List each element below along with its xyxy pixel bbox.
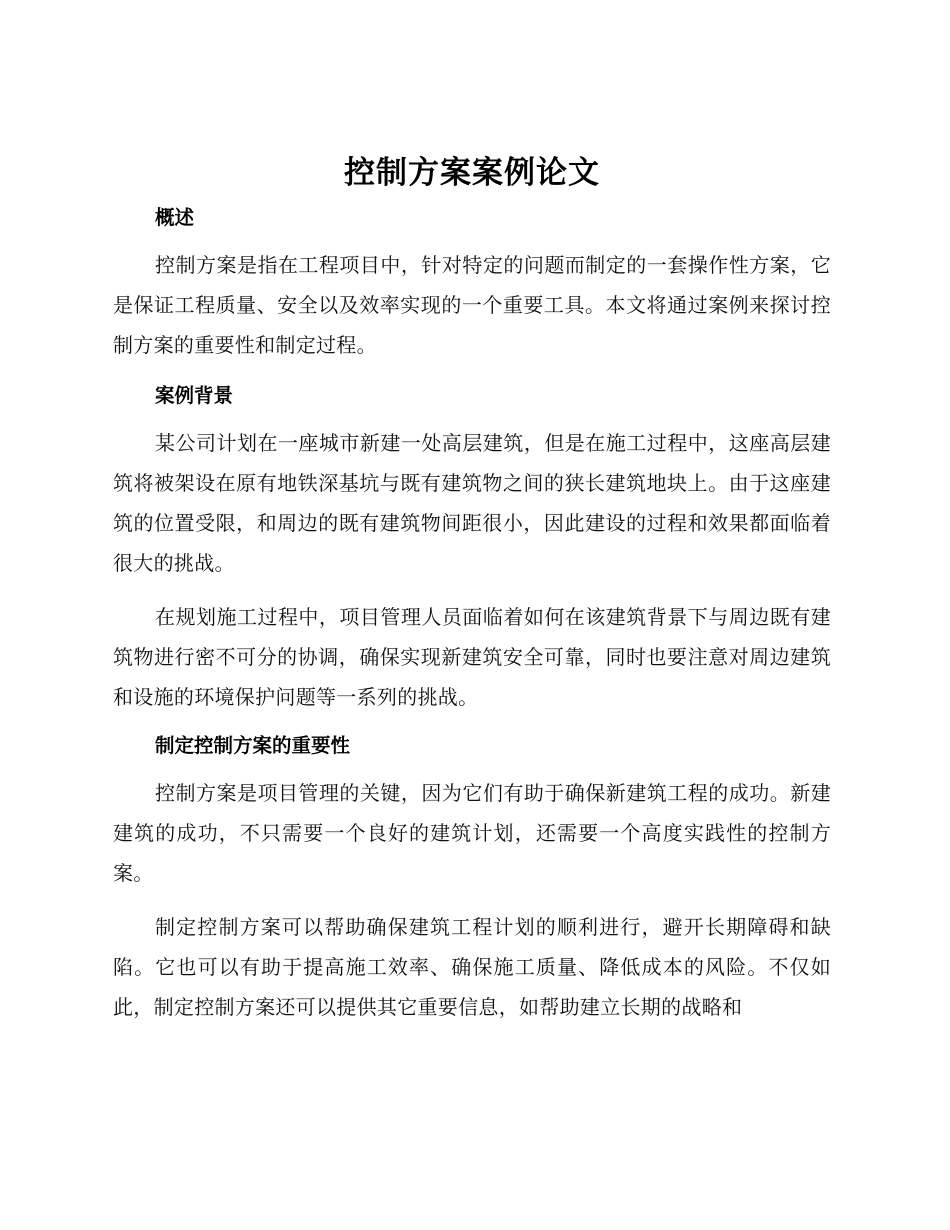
paragraph-importance-1: 控制方案是项目管理的关键，因为它们有助于确保新建筑工程的成功。新建建筑的成功，不只需要一个良好的建筑计划，还需要一个高度实践性的控制方案。 — [113, 781, 831, 885]
section-heading-importance: 制定控制方案的重要性 — [155, 734, 351, 757]
paragraph-overview: 控制方案是指在工程项目中，针对特定的问题而制定的一套操作性方案，它是保证工程质量、安全以及效率实现的一个重要工具。本文将通过案例来探讨控制方案的重要性和制定过程。 — [113, 253, 831, 357]
section-heading-background: 案例背景 — [155, 384, 234, 407]
paragraph-importance-2: 制定控制方案可以帮助确保建筑工程计划的顺利进行，避开长期障碍和缺陷。它也可以有助于提高施工效率、确保施工质量、降低成本的风险。不仅如此，制定控制方案还可以提供其它重要信息，如帮助建立长期的战略和 — [113, 915, 831, 1019]
document-title: 控制方案案例论文 — [344, 155, 600, 191]
section-heading-overview: 概述 — [155, 206, 195, 229]
paragraph-background-2: 在规划施工过程中，项目管理人员面临着如何在该建筑背景下与周边既有建筑物进行密不可分的协调，确保实现新建筑安全可靠，同时也要注意对周边建筑和设施的环境保护问题等一系列的挑战。 — [113, 605, 831, 709]
document-body — [113, 148, 831, 1027]
paragraph-background-1: 某公司计划在一座城市新建一处高层建筑，但是在施工过程中，这座高层建筑将被架设在原有地铁深基坑与既有建筑物之间的狭长建筑地块上。由于这座建筑的位置受限，和周边的既有建筑物间距很小，因此建设的过程和效果都面临着很大的挑战。 — [113, 431, 831, 575]
